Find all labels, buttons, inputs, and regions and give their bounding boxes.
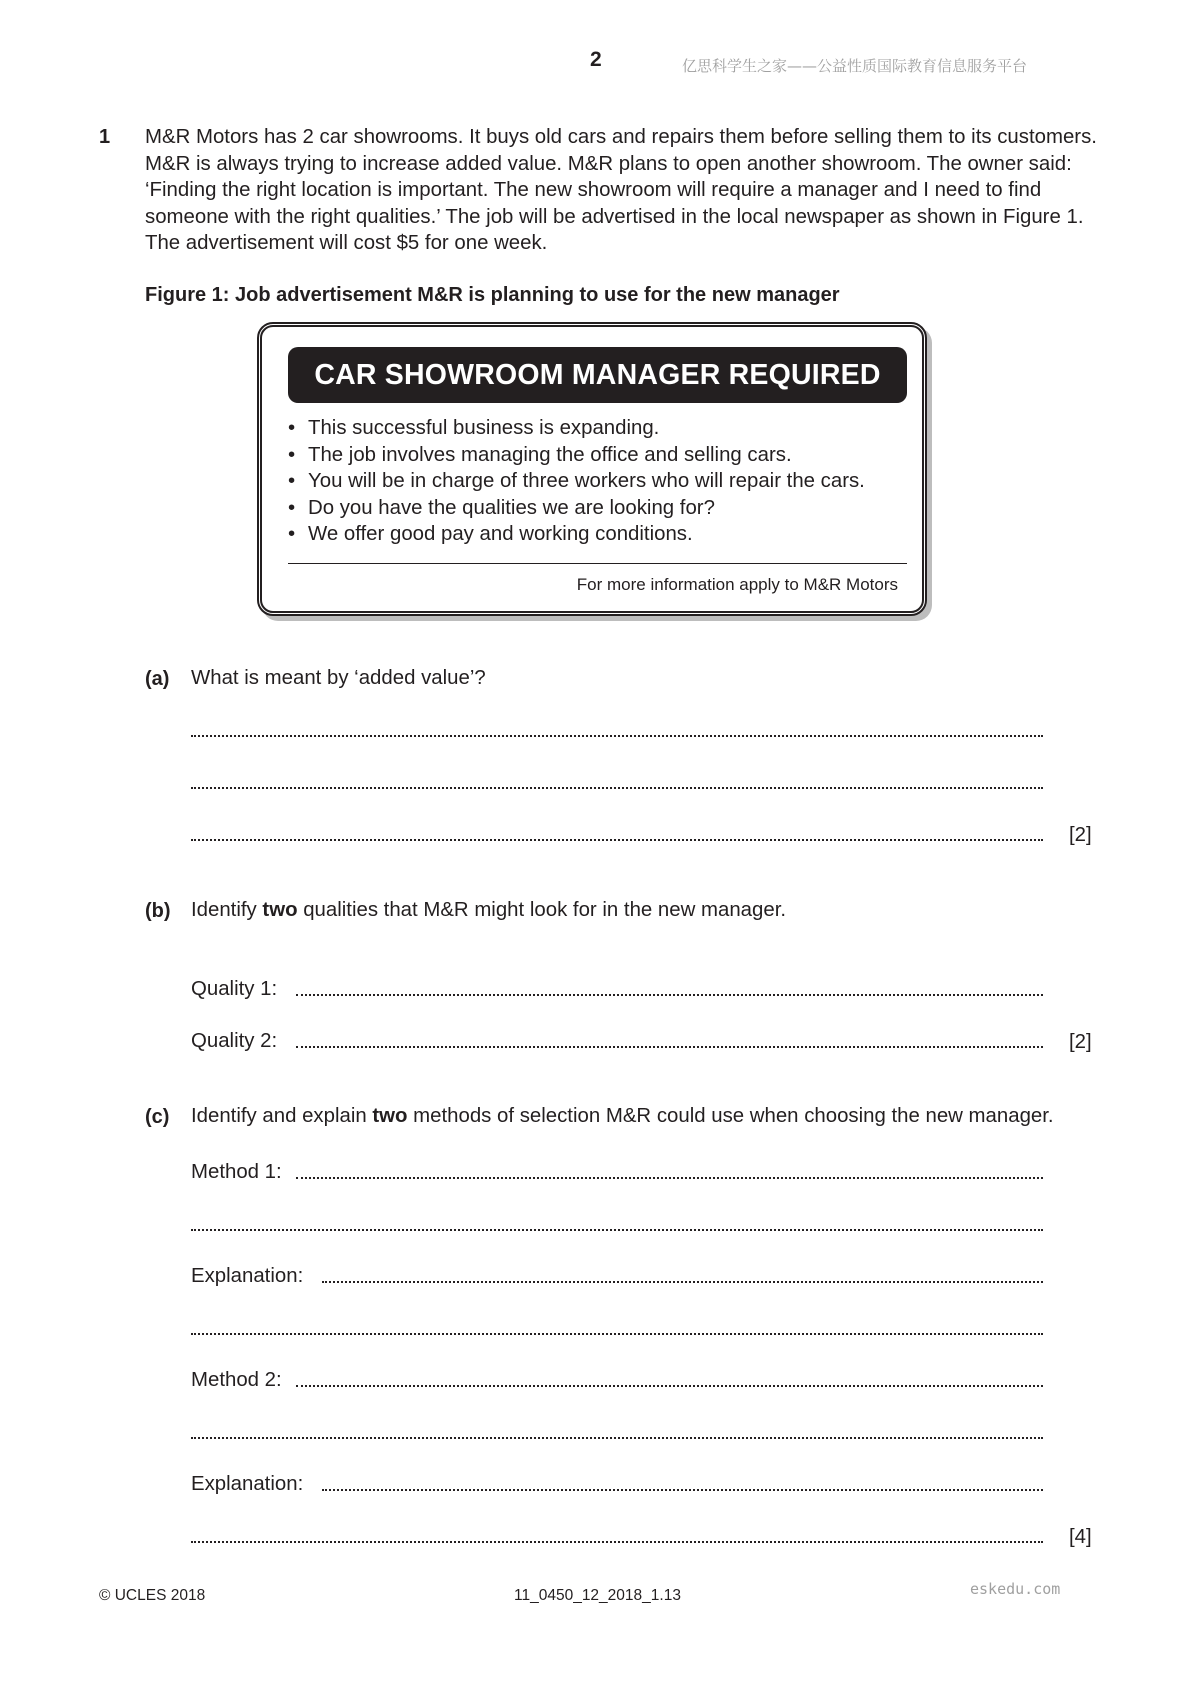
method-2-answer-line-2[interactable] bbox=[191, 1420, 1043, 1443]
explanation-1-label: Explanation: bbox=[191, 1265, 304, 1287]
method-1-answer-line[interactable] bbox=[296, 1160, 1043, 1183]
answer-line-a1[interactable] bbox=[191, 718, 1043, 741]
explanation-2-answer-line-2[interactable] bbox=[191, 1524, 1043, 1547]
advert-bullet: • We offer good pay and working conditions. bbox=[288, 521, 918, 548]
explanation-2-label: Explanation: bbox=[191, 1473, 304, 1495]
quality-2-answer-line[interactable] bbox=[296, 1029, 1043, 1052]
part-c-question: Identify and explain two methods of selection M&R could use when choosing the new manager. bbox=[191, 1105, 1054, 1127]
job-advertisement bbox=[257, 322, 927, 616]
advert-divider bbox=[288, 563, 907, 564]
part-b-question: Identify two qualities that M&R might look for in the new manager. bbox=[191, 899, 787, 921]
method-2-answer-line[interactable] bbox=[296, 1368, 1043, 1391]
question-stem: M&R Motors has 2 car showrooms. It buys old cars and repairs them before selling them to its customers. M&R is always trying to increase added value. M&R plans to open another showroom. The owner said: ‘Finding the right location is important. The new showroom will require a manager and I need to find someone with the right qualities.’ The job will be advertised in the local newspaper as shown in Figure 1. The advertisement will cost $5 for one week. bbox=[145, 126, 1097, 254]
explanation-1-answer-line[interactable] bbox=[322, 1264, 1043, 1287]
explanation-2-answer-line[interactable] bbox=[322, 1472, 1043, 1495]
paper-code: 11_0450_12_2018_1.13 bbox=[514, 1587, 681, 1604]
advert-bullet: • The job involves managing the office and selling cars. bbox=[288, 442, 918, 469]
quality-1-label: Quality 1: bbox=[191, 978, 278, 1000]
part-b-marks: [2] bbox=[1069, 1031, 1092, 1053]
part-c-marks: [4] bbox=[1069, 1526, 1092, 1548]
method-1-label: Method 1: bbox=[191, 1161, 282, 1183]
quality-2-label: Quality 2: bbox=[191, 1030, 278, 1052]
advert-bullet: • You will be in charge of three workers who will repair the cars. bbox=[288, 468, 918, 495]
advert-bullet: • This successful business is expanding. bbox=[288, 415, 918, 442]
page-number: 2 bbox=[590, 48, 602, 71]
part-c-label: (c) bbox=[145, 1106, 170, 1128]
watermark-bottom: eskedu.com bbox=[970, 1580, 1061, 1598]
part-a-label: (a) bbox=[145, 668, 170, 690]
answer-line-a3[interactable] bbox=[191, 822, 1043, 845]
method-2-label: Method 2: bbox=[191, 1369, 282, 1391]
advert-footer: For more information apply to M&R Motors bbox=[576, 575, 898, 594]
answer-line-a2[interactable] bbox=[191, 770, 1043, 793]
watermark-top: 亿思科学生之家——公益性质国际教育信息服务平台 bbox=[682, 57, 1028, 75]
part-a-marks: [2] bbox=[1069, 824, 1092, 846]
question-number: 1 bbox=[99, 126, 111, 148]
advert-bullet-list bbox=[288, 415, 918, 548]
part-b-label: (b) bbox=[145, 900, 171, 922]
quality-1-answer-line[interactable] bbox=[296, 977, 1043, 1000]
method-1-answer-line-2[interactable] bbox=[191, 1212, 1043, 1235]
copyright-notice: © UCLES 2018 bbox=[99, 1587, 206, 1604]
explanation-1-answer-line-2[interactable] bbox=[191, 1316, 1043, 1339]
advert-title: CAR SHOWROOM MANAGER REQUIRED bbox=[288, 347, 907, 403]
figure-caption: Figure 1: Job advertisement M&R is planning to use for the new manager bbox=[145, 284, 840, 306]
part-a-question: What is meant by ‘added value’? bbox=[191, 667, 486, 689]
advert-bullet: • Do you have the qualities we are looking for? bbox=[288, 495, 918, 522]
